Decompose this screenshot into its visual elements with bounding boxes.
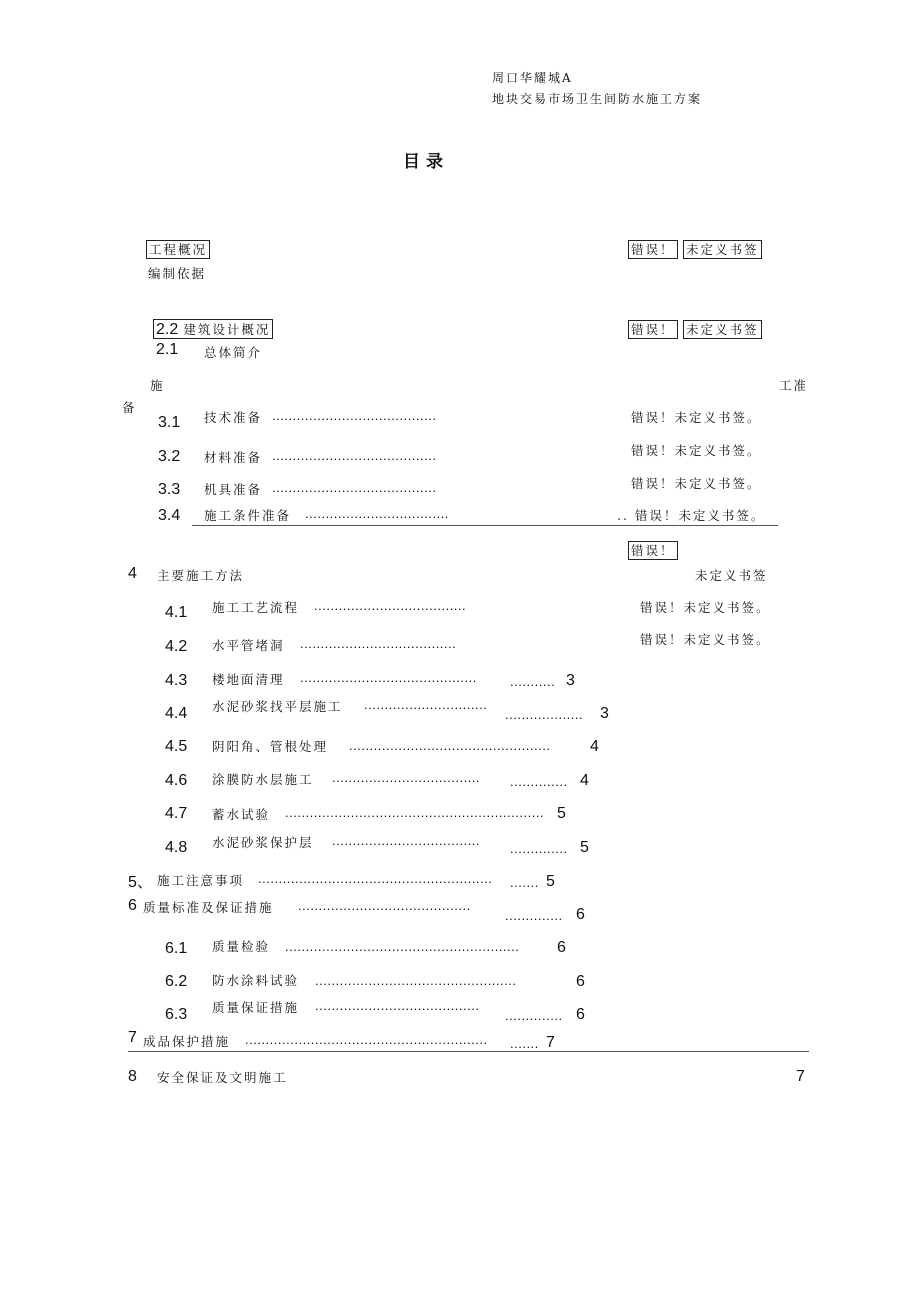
leader-dots: ....... [510,875,539,890]
page-number: 7 [796,1068,805,1085]
error-message: 错误！未定义书签。 [631,476,762,491]
leader-dots: ......................................................... [258,871,493,886]
leader-dots: ....... [510,1036,539,1051]
leader-dots: ........................................ [272,480,437,495]
toc-entry-3-4[interactable]: 施工条件准备 [204,508,292,523]
page-number: 4 [580,772,589,789]
leader-dots: ........................................................... [245,1032,488,1047]
leader-dots: ...................................... [300,636,457,651]
toc-num-6-1: 6.1 [165,940,188,957]
toc-entry-7[interactable]: 成品保护措施 [143,1034,231,1049]
toc-num-5: 5、 [128,874,153,891]
toc-entry-3-3[interactable]: 机具准备 [204,482,263,497]
toc-num-3-4: 3.4 [158,507,181,524]
leader-dots: ..................................... [314,598,467,613]
toc-entry-4-3[interactable]: 楼地面清理 [212,672,285,687]
toc-num-3-1: 3.1 [158,414,181,431]
leader-dots: .................................... [332,770,481,785]
toc-entry-6-1[interactable]: 质量检验 [212,939,271,954]
page-number: 4 [590,738,599,755]
leader-dots: ................................................. [315,973,517,988]
toc-num-6: 6 [128,897,137,914]
page-number: 7 [546,1034,555,1051]
error-box: 错误！ [628,320,678,339]
leader-dots: ........... [510,674,556,689]
toc-entry-4-4[interactable]: 水泥砂浆找平层施工 [212,699,343,714]
page-number: 6 [576,973,585,990]
error-message: 错误！未定义书签。 [640,632,771,647]
leader-dots: .............. [505,1008,563,1023]
toc-entry-4-8[interactable]: 水泥砂浆保护层 [212,835,314,850]
toc-num-4-8: 4.8 [165,839,188,856]
error-message: 错误！未定义书签。 [631,410,762,425]
header-project: 周口华耀城A [492,71,573,85]
leader-dots: ........................................... [300,670,477,685]
page-number: 3 [600,705,609,722]
toc-num-4-7: 4.7 [165,805,188,822]
toc-entry-2-1[interactable]: 总体简介 [204,345,263,360]
page-number: 6 [557,939,566,956]
leader-dots: ......................................................... [285,939,520,954]
toc-entry-4-2[interactable]: 水平管堵洞 [212,638,285,653]
leader-dots: ................................................. [349,738,551,753]
toc-entry-4-1[interactable]: 施工工艺流程 [212,600,300,615]
toc-num-4-3: 4.3 [165,672,188,689]
toc-num-2-1: 2.1 [156,341,179,358]
bookmark-box: 未定义书签 [683,240,762,259]
leader-dots: ................... [505,707,584,722]
divider [192,525,778,526]
leader-dots: ........................................ [272,448,437,463]
toc-entry-6-3[interactable]: 质量保证措施 [212,1000,300,1015]
toc-entry-5[interactable]: 施工注意事项 [157,873,245,888]
error-box: 错误！ [628,240,678,259]
toc-entry-3-part3[interactable]: 工准 [779,378,809,393]
toc-entry-2-2[interactable] [153,319,273,339]
toc-entry-3-1[interactable]: 技术准备 [204,410,263,425]
bookmark-text: 未定义书签 [695,568,768,583]
page-number: 3 [566,672,575,689]
toc-entry-1[interactable]: 工程概况 [146,240,210,259]
leader-dots: ............................................................... [285,805,545,820]
leader-dots: .............. [510,774,568,789]
toc-label: 建筑设计概况 [183,322,271,337]
leader-dots: .............. [505,908,563,923]
toc-num-6-3: 6.3 [165,1006,188,1023]
toc-num-4: 4 [128,565,137,582]
toc-entry-4-5[interactable]: 阴阳角、管根处理 [212,739,329,754]
leader-dots: ........................................ [272,408,437,423]
toc-num-6-2: 6.2 [165,973,188,990]
toc-num-4-2: 4.2 [165,638,188,655]
page-number: 5 [557,805,566,822]
leader-dots: .................................... [332,833,481,848]
toc-entry-8[interactable]: 安全保证及文明施工 [157,1070,288,1085]
leader-dots: .............................. [364,697,488,712]
toc-num: 2.2 [156,321,179,338]
toc-entry-6-2[interactable]: 防水涂料试验 [212,973,300,988]
page-number: 6 [576,906,585,923]
page-title: 目录 [403,152,449,172]
header-subtitle: 地块交易市场卫生间防水施工方案 [492,92,703,106]
toc-num-4-5: 4.5 [165,738,188,755]
error-message: 错误！未定义书签。 [631,443,762,458]
toc-entry-4-6[interactable]: 涂膜防水层施工 [212,772,314,787]
toc-entry-4[interactable]: 主要施工方法 [157,568,245,583]
toc-entry-4-7[interactable]: 蓄水试验 [212,807,271,822]
leader-dots: .......................................... [298,898,471,913]
error-box: 错误！ [628,541,678,560]
toc-num-8: 8 [128,1068,137,1085]
toc-entry-3-part2[interactable]: 备 [122,400,137,415]
page-number: 5 [546,873,555,890]
page-number: 5 [580,839,589,856]
leader-dots: ................................... [305,506,449,521]
bookmark-box: 未定义书签 [683,320,762,339]
error-message: .. 错误！未定义书签。 [617,508,766,523]
toc-entry-basis[interactable]: 编制依据 [148,266,207,281]
leader-dots: ........................................ [315,998,480,1013]
toc-num-3-3: 3.3 [158,481,181,498]
toc-entry-3-2[interactable]: 材料准备 [204,450,263,465]
toc-entry-6[interactable]: 质量标准及保证措施 [143,900,274,915]
page-number: 6 [576,1006,585,1023]
divider [128,1051,809,1052]
toc-num-7: 7 [128,1029,137,1046]
toc-num-4-4: 4.4 [165,705,188,722]
toc-num-3-2: 3.2 [158,448,181,465]
toc-entry-3-part1[interactable]: 施 [150,378,165,393]
toc-num-4-6: 4.6 [165,772,188,789]
leader-dots: .............. [510,841,568,856]
toc-num-4-1: 4.1 [165,604,188,621]
error-message: 错误！未定义书签。 [640,600,771,615]
